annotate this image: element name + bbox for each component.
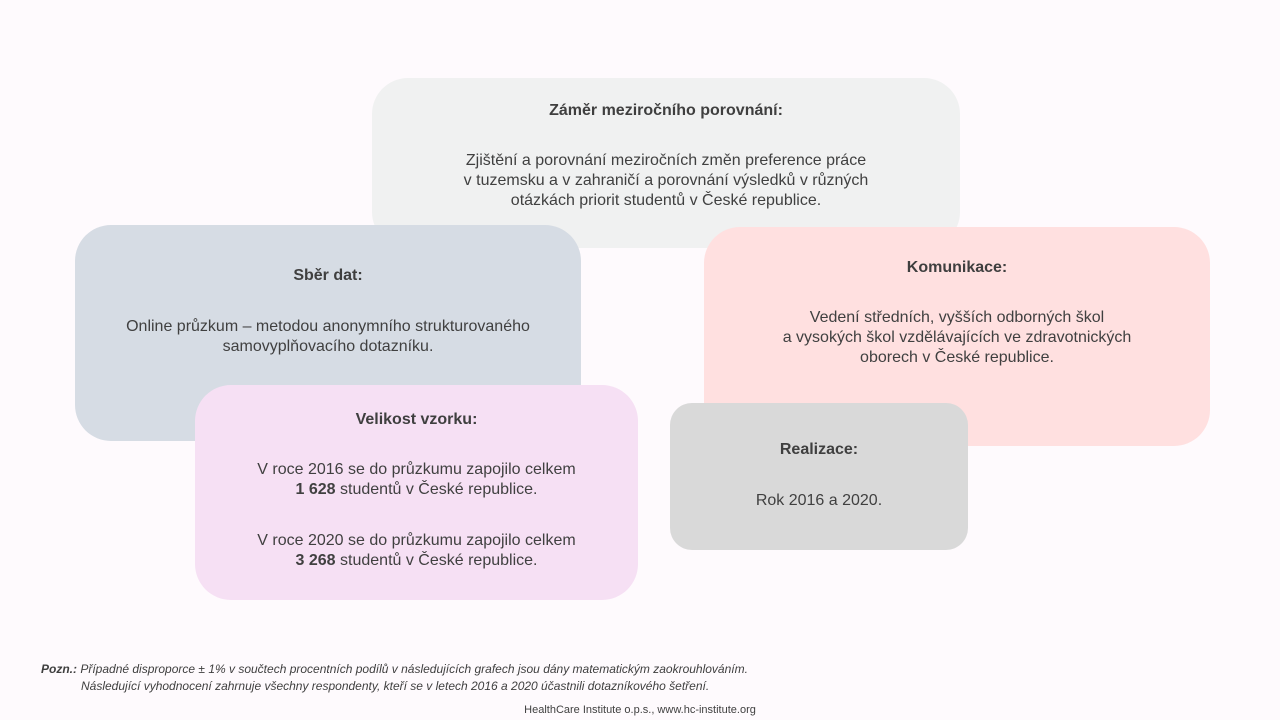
box-velikost-line <box>195 551 638 571</box>
box-velikost-line-rest: studentů v České republice. <box>335 481 538 498</box>
box-zamer-line: v tuzemsku a v zahraničí a porovnání výsledků v různých <box>463 172 869 189</box>
footnote <box>41 661 748 695</box>
box-realizace-title: Realizace: <box>779 441 859 458</box>
sample-count-2020: 3 268 <box>295 552 336 569</box>
footnote-text-1: Případné disproporce ± 1% v součtech procentních podílů v následujících grafech jsou dány matematickým zaokrouhlováním. <box>77 662 748 676</box>
box-velikost-paragraph-2016 <box>195 460 638 500</box>
box-zamer-text <box>372 151 960 211</box>
box-komunikace-text <box>704 308 1210 368</box>
box-sber-text <box>75 317 581 357</box>
box-realizace-text: Rok 2016 a 2020. <box>755 492 883 509</box>
box-velikost-title: Velikost vzorku: <box>355 411 478 428</box>
footnote-label: Pozn.: <box>41 662 77 676</box>
box-komunikace-line: oborech v České republice. <box>860 349 1054 366</box>
box-velikost-line <box>195 480 638 500</box>
footnote-line-1 <box>41 662 748 676</box>
sample-count-2016: 1 628 <box>295 481 336 498</box>
box-zamer-title: Záměr meziročního porovnání: <box>549 102 783 119</box>
box-komunikace-title: Komunikace: <box>906 259 1008 276</box>
box-velikost-line-rest: studentů v České republice. <box>335 552 538 569</box>
box-velikost-line: V roce 2016 se do průzkumu zapojilo celkem <box>257 461 576 478</box>
box-velikost-line: V roce 2020 se do průzkumu zapojilo celkem <box>257 532 576 549</box>
box-velikost-paragraph-2020 <box>195 531 638 571</box>
box-komunikace-line: a vysokých škol vzdělávajících ve zdravotnických <box>782 329 1132 346</box>
box-zamer-line: otázkách priorit studentů v České republice. <box>510 192 822 209</box>
box-velikost-vzorku <box>195 385 638 600</box>
box-sber-title: Sběr dat: <box>293 267 363 284</box>
box-komunikace-line: Vedení středních, vyšších odborných škol <box>809 309 1105 326</box>
box-sber-line: samovyplňovacího dotazníku. <box>222 338 434 355</box>
box-zamer <box>372 78 960 248</box>
box-zamer-line: Zjištění a porovnání meziročních změn preference práce <box>465 152 867 169</box>
footnote-line-2: Následující vyhodnocení zahrnuje všechny respondenty, kteří se v letech 2016 a 2020 účastnili dotazníkového šetření. <box>81 679 710 693</box>
box-sber-line: Online průzkum – metodou anonymního strukturovaného <box>126 318 530 335</box>
source-credit: HealthCare Institute o.p.s., www.hc-institute.org <box>524 704 756 716</box>
box-realizace <box>670 403 968 550</box>
